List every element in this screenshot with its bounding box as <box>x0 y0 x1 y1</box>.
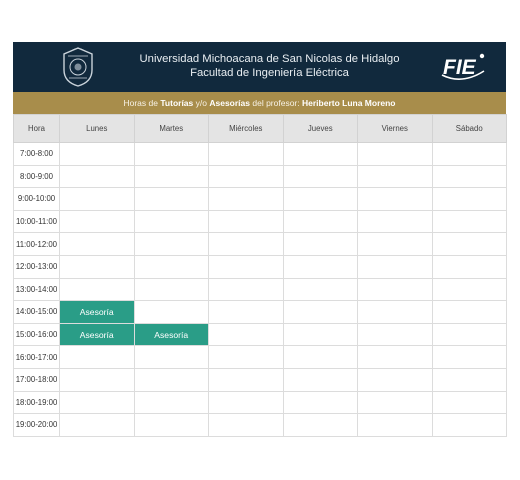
hour-cell: 9:00-10:00 <box>14 188 60 211</box>
empty-slot-cell <box>358 414 433 437</box>
empty-slot-cell <box>134 143 209 166</box>
empty-slot-cell <box>432 346 507 369</box>
empty-slot-cell <box>283 278 358 301</box>
hour-cell: 8:00-9:00 <box>14 165 60 188</box>
empty-slot-cell <box>134 368 209 391</box>
empty-slot-cell <box>358 143 433 166</box>
column-header-viernes: Viernes <box>358 115 433 143</box>
appointment-cell: Asesoría <box>60 301 135 324</box>
appointment-cell: Asesoría <box>60 323 135 346</box>
empty-slot-cell <box>283 255 358 278</box>
header-row <box>14 115 507 143</box>
empty-slot-cell <box>134 301 209 324</box>
hour-cell: 18:00-19:00 <box>14 391 60 414</box>
empty-slot-cell <box>432 391 507 414</box>
table-row <box>14 188 507 211</box>
empty-slot-cell <box>209 414 284 437</box>
empty-slot-cell <box>209 255 284 278</box>
empty-slot-cell <box>134 278 209 301</box>
hour-cell: 14:00-15:00 <box>14 301 60 324</box>
empty-slot-cell <box>358 255 433 278</box>
empty-slot-cell <box>134 346 209 369</box>
empty-slot-cell <box>134 188 209 211</box>
empty-slot-cell <box>432 368 507 391</box>
empty-slot-cell <box>60 165 135 188</box>
empty-slot-cell <box>432 323 507 346</box>
appointment-cell: Asesoría <box>134 323 209 346</box>
table-row <box>14 368 507 391</box>
table-row <box>14 414 507 437</box>
empty-slot-cell <box>283 143 358 166</box>
empty-slot-cell <box>134 165 209 188</box>
empty-slot-cell <box>134 210 209 233</box>
table-row <box>14 278 507 301</box>
hour-cell: 17:00-18:00 <box>14 368 60 391</box>
faculty-name: Facultad de Ingeniería Eléctrica <box>190 67 349 79</box>
empty-slot-cell <box>209 278 284 301</box>
empty-slot-cell <box>432 414 507 437</box>
empty-slot-cell <box>60 255 135 278</box>
empty-slot-cell <box>283 391 358 414</box>
column-header-martes: Martes <box>134 115 209 143</box>
empty-slot-cell <box>358 210 433 233</box>
empty-slot-cell <box>432 165 507 188</box>
hour-cell: 10:00-11:00 <box>14 210 60 233</box>
table-row <box>14 301 507 324</box>
empty-slot-cell <box>432 143 507 166</box>
subtitle-connector: y/o <box>195 98 207 108</box>
schedule-body <box>14 143 507 437</box>
empty-slot-cell <box>209 301 284 324</box>
empty-slot-cell <box>358 391 433 414</box>
empty-slot-cell <box>60 143 135 166</box>
hour-cell: 16:00-17:00 <box>14 346 60 369</box>
empty-slot-cell <box>358 368 433 391</box>
empty-slot-cell <box>358 165 433 188</box>
schedule-card <box>13 42 506 437</box>
hour-cell: 12:00-13:00 <box>14 255 60 278</box>
column-header-sabado: Sábado <box>432 115 507 143</box>
empty-slot-cell <box>60 368 135 391</box>
table-row <box>14 346 507 369</box>
table-row <box>14 143 507 166</box>
column-header-hora: Hora <box>14 115 60 143</box>
empty-slot-cell <box>60 233 135 256</box>
empty-slot-cell <box>283 301 358 324</box>
subtitle-tutorias: Tutorías <box>160 98 194 108</box>
empty-slot-cell <box>60 414 135 437</box>
subtitle-bar <box>13 92 506 114</box>
banner-title <box>113 52 426 80</box>
fie-logo <box>436 49 488 85</box>
empty-slot-cell <box>283 346 358 369</box>
table-row <box>14 391 507 414</box>
hour-cell: 7:00-8:00 <box>14 143 60 166</box>
table-row <box>14 323 507 346</box>
subtitle-asesorias: Asesorías <box>209 98 250 108</box>
empty-slot-cell <box>432 301 507 324</box>
empty-slot-cell <box>358 278 433 301</box>
table-row <box>14 255 507 278</box>
table-row <box>14 165 507 188</box>
empty-slot-cell <box>209 165 284 188</box>
fie-logo-text: FIE <box>443 56 476 79</box>
empty-slot-cell <box>209 391 284 414</box>
empty-slot-cell <box>209 346 284 369</box>
empty-slot-cell <box>134 391 209 414</box>
subtitle-middle: del profesor: <box>252 98 300 108</box>
empty-slot-cell <box>60 188 135 211</box>
header-banner <box>13 42 506 92</box>
empty-slot-cell <box>60 210 135 233</box>
empty-slot-cell <box>283 165 358 188</box>
table-row <box>14 210 507 233</box>
hour-cell: 11:00-12:00 <box>14 233 60 256</box>
subtitle-prefix: Horas de <box>123 98 158 108</box>
empty-slot-cell <box>209 323 284 346</box>
university-name: Universidad Michoacana de San Nicolas de Hidalgo <box>139 53 400 65</box>
empty-slot-cell <box>60 391 135 414</box>
empty-slot-cell <box>209 233 284 256</box>
empty-slot-cell <box>283 233 358 256</box>
column-header-miercoles: Miércoles <box>209 115 284 143</box>
hour-cell: 13:00-14:00 <box>14 278 60 301</box>
empty-slot-cell <box>432 188 507 211</box>
schedule-table <box>13 114 507 437</box>
empty-slot-cell <box>134 255 209 278</box>
column-header-jueves: Jueves <box>283 115 358 143</box>
empty-slot-cell <box>283 368 358 391</box>
professor-name: Heriberto Luna Moreno <box>302 98 396 108</box>
hour-cell: 15:00-16:00 <box>14 323 60 346</box>
empty-slot-cell <box>283 210 358 233</box>
empty-slot-cell <box>209 368 284 391</box>
empty-slot-cell <box>358 346 433 369</box>
empty-slot-cell <box>134 414 209 437</box>
empty-slot-cell <box>432 278 507 301</box>
table-row <box>14 233 507 256</box>
empty-slot-cell <box>358 323 433 346</box>
empty-slot-cell <box>134 233 209 256</box>
hour-cell: 19:00-20:00 <box>14 414 60 437</box>
empty-slot-cell <box>60 346 135 369</box>
empty-slot-cell <box>432 255 507 278</box>
university-seal-icon <box>59 46 97 88</box>
column-header-lunes: Lunes <box>60 115 135 143</box>
empty-slot-cell <box>358 188 433 211</box>
empty-slot-cell <box>432 233 507 256</box>
empty-slot-cell <box>283 414 358 437</box>
empty-slot-cell <box>209 210 284 233</box>
empty-slot-cell <box>358 233 433 256</box>
empty-slot-cell <box>358 301 433 324</box>
empty-slot-cell <box>432 210 507 233</box>
empty-slot-cell <box>283 323 358 346</box>
empty-slot-cell <box>60 278 135 301</box>
empty-slot-cell <box>209 143 284 166</box>
empty-slot-cell <box>283 188 358 211</box>
empty-slot-cell <box>209 188 284 211</box>
